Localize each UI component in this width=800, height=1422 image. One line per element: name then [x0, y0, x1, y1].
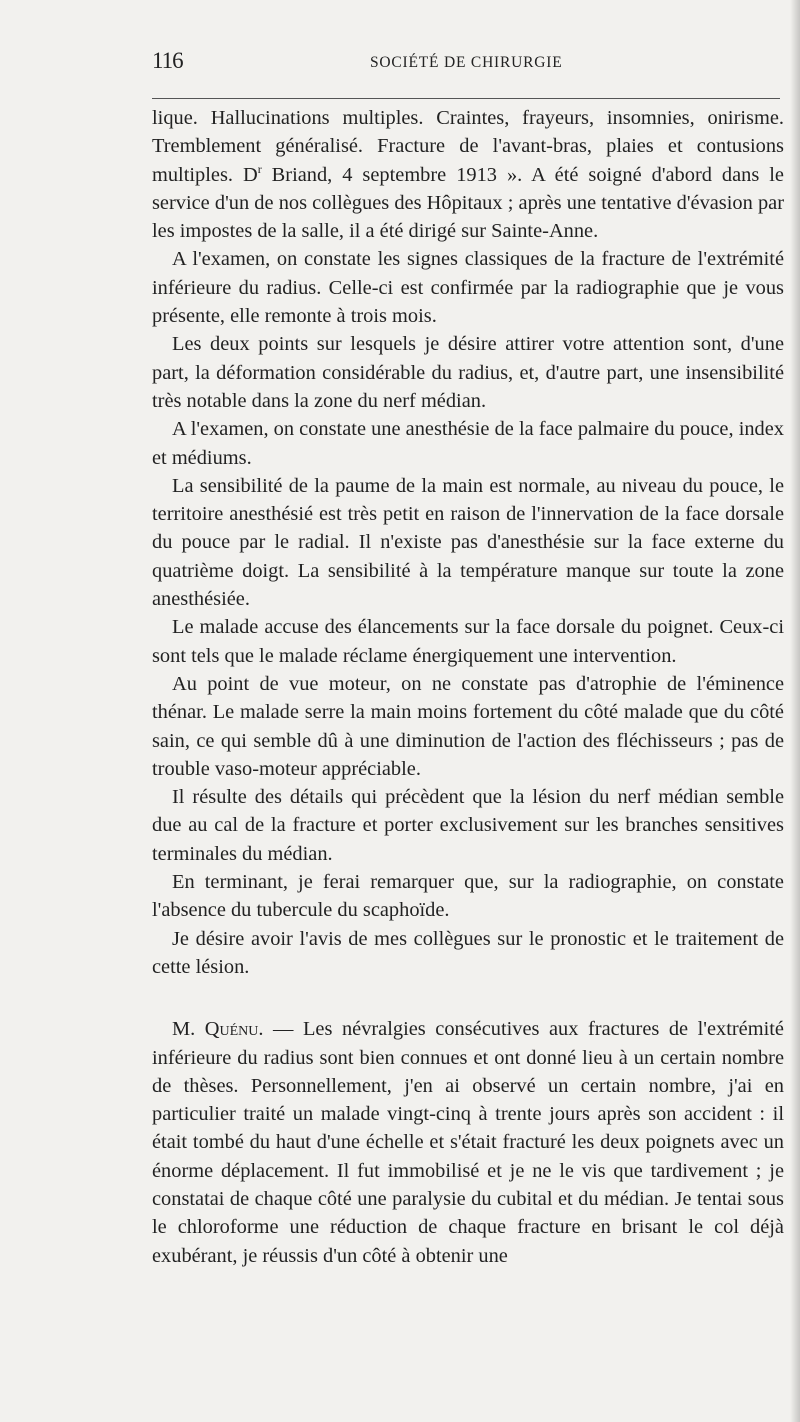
page-number: 116: [152, 48, 183, 73]
paragraph-9: En terminant, je ferai remarquer que, sur la radiographie, on constate l'absence du tubercule du scaphoïde.: [152, 871, 784, 922]
paragraph-1-text: lique. Hallucinations multiples. Craintes, frayeurs, insomnies, onirisme. Tremblement généralisé. Fracture de l'avant-bras, plaies et contusions multiples. D: [152, 107, 784, 186]
running-title: SOCIÉTÉ DE CHIRURGIE: [370, 54, 563, 71]
paragraph-3: Les deux points sur lesquels je désire attirer votre attention sont, d'une part, la déformation considérable du radius, et, d'autre part, une insensibilité très notable dans la zone du nerf médian.: [152, 333, 784, 412]
superscript-r: r: [257, 161, 262, 176]
speaker-name: M. Quénu.: [172, 1018, 264, 1041]
paragraph-7: Au point de vue moteur, on ne constate pas d'atrophie de l'éminence thénar. Le malade serre la main moins fortement du côté malade que du côté sain, ce qui semble dû à une diminution de l'action des fléchisseurs ; pas de trouble vaso-moteur appréciable.: [152, 672, 784, 780]
paragraph-4: A l'examen, on constate une anesthésie de la face palmaire du pouce, index et médiums.: [152, 418, 784, 469]
paragraph-11-text: — Les névralgies consécutives aux fractures de l'extrémité inférieure du radius sont bien connues et ont donné lieu à un certain nombre de thèses. Personnellement, j'en ai observé un certain nombre, j'ai en particulier traité un malade vingt-cinq à trente jours après son accident : il était tombé du haut d'une échelle et s'était fracturé les deux poignets avec un énorme déplacement. Il fut immobilisé et je ne le vis que tardivement ; je constatai de chaque côté une paralysie du cubital et du médian. Je tentai sous le chloroforme une réduction de chaque fracture en brisant le col déjà exubérant, je réussis d'un côté à obtenir une: [152, 1018, 784, 1267]
paragraph-10: Je désire avoir l'avis de mes collègues sur le pronostic et le traitement de cette lésion.: [152, 927, 784, 978]
paragraph-6: Le malade accuse des élancements sur la face dorsale du poignet. Ceux-ci sont tels que le malade réclame énergiquement une intervention.: [152, 616, 784, 667]
page-edge-shadow: [790, 0, 800, 1422]
paragraph-1-text-cont: Briand, 4 septembre 1913 ». A été soigné d'abord dans le service d'un de nos collègues des Hôpitaux ; après une tentative d'évasion par les impostes de la salle, il a été dirigé sur Sainte-Anne.: [152, 163, 784, 243]
page-header: [152, 46, 780, 78]
section-gap: [152, 981, 784, 1015]
paragraph-1: [152, 104, 784, 245]
paragraph-11: [152, 1015, 784, 1270]
header-rule: [152, 98, 780, 99]
body-text: [152, 104, 784, 1270]
paragraph-2: A l'examen, on constate les signes classiques de la fracture de l'extrémité inférieure du radius. Celle-ci est confirmée par la radiographie que je vous présente, elle remonte à trois mois.: [152, 248, 784, 328]
paragraph-8: Il résulte des détails qui précèdent que la lésion du nerf médian semble due au cal de la fracture et porter exclusivement sur les branches sensitives terminales du médian.: [152, 786, 784, 865]
paragraph-5: La sensibilité de la paume de la main est normale, au niveau du pouce, le territoire anesthésié est très petit en raison de l'innervation de la face dorsale du pouce par le radial. Il n'existe pas d'anesthésie sur la face externe du quatrième doigt. La sensibilité à la température manque sur toute la zone anesthésiée.: [152, 474, 784, 611]
